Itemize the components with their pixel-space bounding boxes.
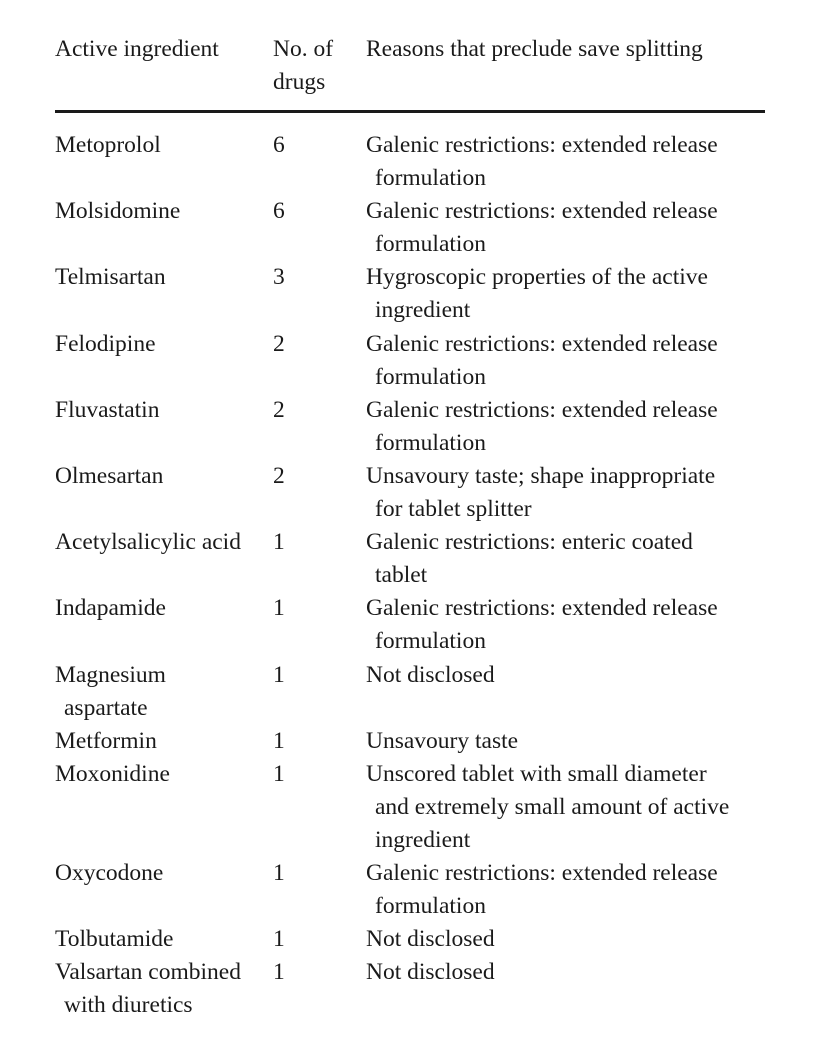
ingredient-line: Moxonidine [55,760,170,787]
reason-line: Galenic restrictions: extended release [366,330,718,357]
cell-reason [366,195,766,261]
ingredient-line: Felodipine [55,330,156,357]
drug-table [55,33,765,1023]
reason-line: Not disclosed [366,959,495,986]
reason-line: Galenic restrictions: extended release [366,595,718,622]
reason-line: ingredient [375,826,471,853]
ingredient-line: Valsartan combined [55,959,241,986]
reason-line: Unscored tablet with small diameter [366,760,707,787]
ingredient-line: with diuretics [64,992,193,1019]
cell-active-ingredient [55,758,265,791]
reason-line: for tablet splitter [375,495,532,522]
table-row [55,261,765,327]
cell-reason [366,394,766,460]
reason-line: formulation [375,429,486,456]
table-row [55,328,765,394]
ingredient-line: Oxycodone [55,860,164,887]
table-row [55,460,765,526]
table-body [55,113,765,1023]
cell-reason [366,526,766,592]
table-row [55,659,765,725]
table-row [55,725,765,758]
cell-reason [366,129,766,195]
reason-line: formulation [375,628,486,655]
cell-reason [366,923,766,956]
reason-line: and extremely small amount of active [375,793,730,820]
header-no-of-drugs [273,33,353,99]
reason-line: Galenic restrictions: extended release [366,198,718,225]
cell-reason [366,460,766,526]
cell-active-ingredient [55,923,265,956]
cell-drug-count: 1 [273,529,285,556]
header-count-line: drugs [273,69,326,95]
cell-active-ingredient [55,725,265,758]
table-row [55,526,765,592]
cell-drug-count: 2 [273,462,285,489]
reason-line: Not disclosed [366,661,495,688]
ingredient-line: Fluvastatin [55,396,160,423]
table-header [55,33,765,113]
cell-drug-count: 1 [273,661,285,688]
cell-reason [366,758,766,857]
cell-drug-count: 3 [273,264,285,291]
cell-active-ingredient [55,261,265,294]
ingredient-line: Metformin [55,727,157,754]
cell-active-ingredient [55,394,265,427]
reason-line: formulation [375,231,486,258]
table-row [55,394,765,460]
ingredient-line: Olmesartan [55,462,164,489]
cell-reason [366,592,766,658]
reason-line: Galenic restrictions: extended release [366,860,718,887]
reason-line: formulation [375,893,486,920]
cell-drug-count: 1 [273,760,285,787]
table-row [55,592,765,658]
cell-drug-count: 2 [273,396,285,423]
cell-drug-count: 1 [273,595,285,622]
reason-line: Galenic restrictions: extended release [366,396,718,423]
cell-reason [366,261,766,327]
cell-active-ingredient [55,195,265,228]
reason-line: Not disclosed [366,926,495,953]
ingredient-line: Indapamide [55,595,166,622]
cell-drug-count: 6 [273,132,285,158]
ingredient-line: Acetylsalicylic acid [55,529,241,556]
cell-active-ingredient [55,857,265,890]
reason-line: formulation [375,165,486,191]
cell-reason [366,857,766,923]
cell-active-ingredient [55,460,265,493]
ingredient-line: Metoprolol [55,132,161,158]
reason-line: Galenic restrictions: extended release [366,132,718,158]
header-active-ingredient: Active ingredient [55,36,219,62]
reason-line: Galenic restrictions: enteric coated [366,529,693,556]
cell-drug-count: 1 [273,727,285,754]
cell-reason [366,328,766,394]
cell-drug-count: 6 [273,198,285,225]
table-row [55,857,765,923]
reason-line: ingredient [375,297,471,324]
header-count-line: No. of [273,36,334,62]
cell-active-ingredient [55,659,265,725]
cell-drug-count: 1 [273,959,285,986]
cell-drug-count: 1 [273,926,285,953]
cell-active-ingredient [55,526,265,559]
reason-line: tablet [375,562,428,589]
table-row [55,956,765,1022]
cell-active-ingredient [55,129,265,162]
cell-active-ingredient [55,956,265,1022]
table-row [55,195,765,261]
cell-drug-count: 2 [273,330,285,357]
cell-active-ingredient [55,592,265,625]
reason-line: Unsavoury taste; shape inappropriate [366,462,716,489]
cell-reason [366,725,766,758]
reason-line: formulation [375,363,486,390]
header-reasons: Reasons that preclude save splitting [366,36,703,62]
ingredient-line: Telmisartan [55,264,166,291]
ingredient-line: aspartate [64,694,148,721]
table-row [55,758,765,857]
reason-line: Hygroscopic properties of the active [366,264,708,291]
cell-reason [366,659,766,692]
ingredient-line: Magnesium [55,661,166,688]
cell-reason [366,956,766,989]
table-row [55,129,765,195]
ingredient-line: Tolbutamide [55,926,174,953]
cell-active-ingredient [55,328,265,361]
ingredient-line: Molsidomine [55,198,181,225]
reason-line: Unsavoury taste [366,727,519,754]
table-row [55,923,765,956]
cell-drug-count: 1 [273,860,285,887]
